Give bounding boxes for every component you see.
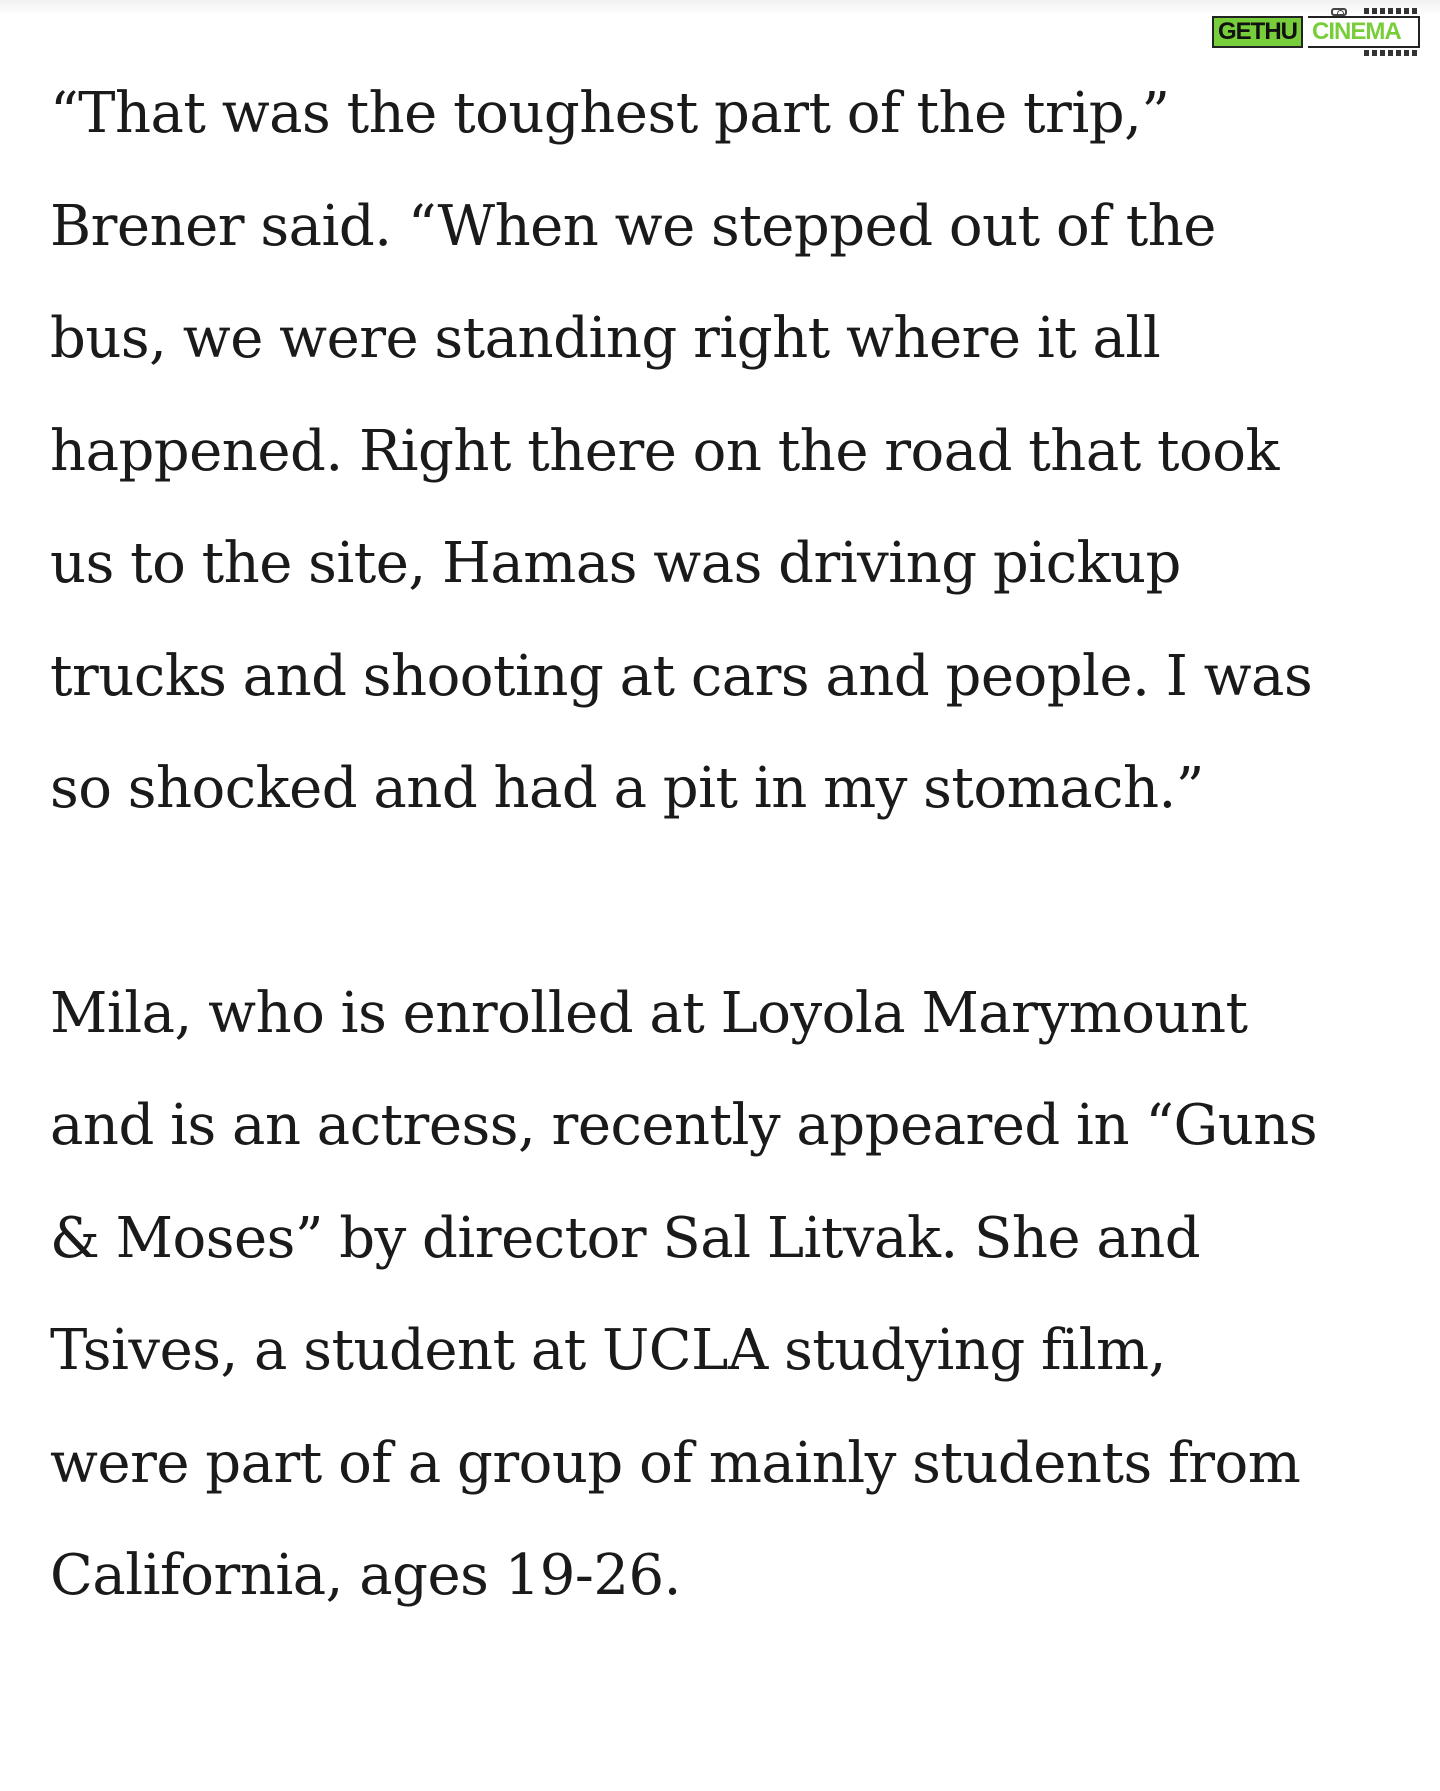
- paragraph-line: & Moses” by director Sal Litvak. She and: [50, 1205, 1201, 1271]
- paragraph-line: and is an actress, recently appeared in “Guns: [50, 1093, 1318, 1158]
- paragraph-line: Mila, who is enrolled at Loyola Marymount: [50, 980, 1248, 1046]
- paragraph-line: trucks and shooting at cars and people. I was: [50, 643, 1313, 709]
- paragraph-line: us to the site, Hamas was driving pickup: [50, 531, 1181, 596]
- paragraph-line: happened. Right there on the road that took: [50, 418, 1279, 484]
- paragraph-spacer: [50, 846, 1420, 958]
- article-paragraph-mila: [50, 958, 1420, 1633]
- gethu-cinema-watermark-logo: [1212, 8, 1422, 56]
- article-paragraph-quote: [50, 58, 1420, 846]
- film-strip-icon-bottom: [1364, 50, 1420, 56]
- watermark-left-text: GETHU: [1212, 16, 1303, 48]
- paragraph-line: California, ages 19-26.: [50, 1543, 681, 1608]
- article-body: [50, 58, 1420, 1633]
- paragraph-line: were part of a group of mainly students from: [50, 1430, 1301, 1496]
- paragraph-line: so shocked and had a pit in my stomach.”: [50, 756, 1204, 821]
- paragraph-line: Brener said. “When we stepped out of the: [50, 193, 1216, 259]
- paragraph-line: “That was the toughest part of the trip,”: [50, 81, 1170, 146]
- film-strip-icon: [1364, 8, 1420, 14]
- watermark-right-text: CINEMA: [1308, 16, 1420, 48]
- paragraph-line: bus, we were standing right where it all: [50, 306, 1161, 371]
- camera-icon: [1331, 8, 1347, 16]
- paragraph-line: Tsives, a student at UCLA studying film,: [50, 1318, 1166, 1383]
